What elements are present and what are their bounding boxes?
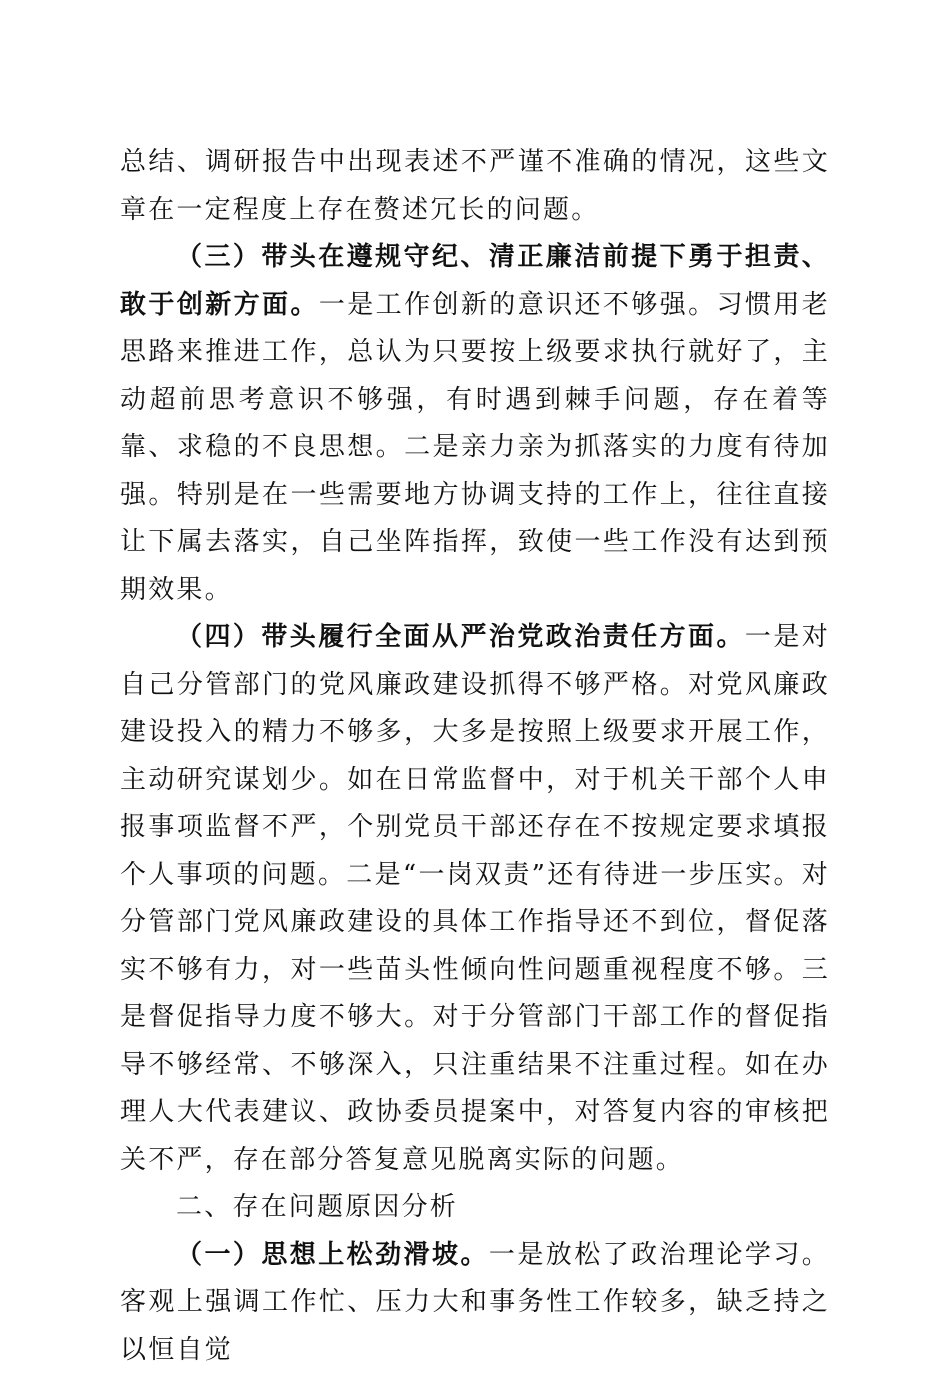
chapter-heading-text: 二、存在问题原因分析 xyxy=(176,1192,458,1222)
section-heading-four: （四）带头履行全面从严治党政治责任方面。 xyxy=(176,622,745,652)
paragraph-text: 一是工作创新的意识还不够强。习惯用老思路来推进工作，总认为只要按上级要求执行就好了，主动超前思考意识不够强，有时遇到棘手问题，存在着等靠、求稳的不良思想。二是亲力亲为抓落实的力度有待加强。特别是在一些需要地方协调支持的工作上，往往直接让下属去落实，自己坐阵指挥，致使一些工作没有达到预期效果。 xyxy=(120,290,830,605)
section-heading-three: （三）带头在遵规守纪、清正廉洁前提下勇于担责、敢于创新方面。 xyxy=(120,242,830,320)
paragraph-section-one xyxy=(120,1232,830,1374)
document-body xyxy=(120,139,830,1374)
paragraph-text: 一是对自己分管部门的党风廉政建设抓得不够严格。对党风廉政建设投入的精力不够多，大多是按照上级要求开展工作，主动研究谋划少。如在日常监督中，对于机关干部个人申报事项监督不严，个别党员干部还存在不按规定要求填报个人事项的问题。二是“一岗双责”还有待进一步压实。对分管部门党风廉政建设的具体工作指导还不到位，督促落实不够有力，对一些苗头性倾向性问题重视程度不够。三是督促指导力度不够大。对于分管部门干部工作的督促指导不够经常、不够深入，只注重结果不注重过程。如在办理人大代表建议、政协委员提案中，对答复内容的审核把关不严，存在部分答复意见脱离实际的问题。 xyxy=(120,622,830,1175)
paragraph-text: 总结、调研报告中出现表述不严谨不准确的情况，这些文章在一定程度上存在赘述冗长的问题。 xyxy=(120,147,830,225)
paragraph-text: 一是放松了政治理论学习。客观上强调工作忙、压力大和事务性工作较多，缺乏持之以恒自觉 xyxy=(120,1240,830,1365)
paragraph-section-three xyxy=(120,234,830,614)
section-heading-one: （一）思想上松劲滑坡。 xyxy=(176,1240,489,1270)
chapter-heading-two xyxy=(120,1184,830,1232)
paragraph-section-four xyxy=(120,614,830,1184)
paragraph-continuation xyxy=(120,139,830,234)
